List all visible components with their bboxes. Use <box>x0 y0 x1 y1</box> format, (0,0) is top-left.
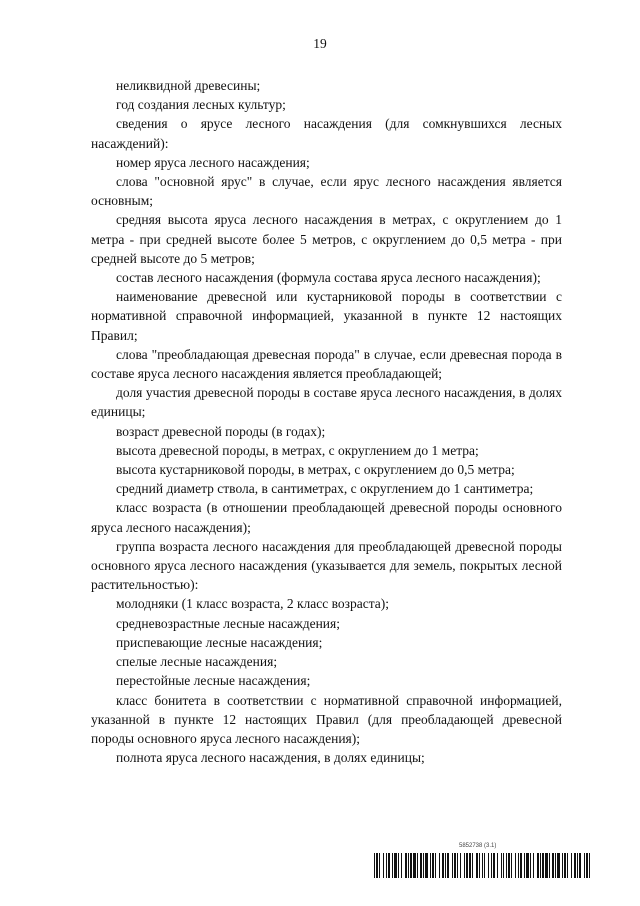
barcode-bar <box>388 853 390 878</box>
barcode-bar <box>545 853 548 878</box>
barcode-bar <box>425 853 428 878</box>
paragraph: средняя высота яруса лесного насаждения в метрах, с округлением до 1 метра - при средней высоте более 5 метров, с округлением до 0,5 метра - при средней высоте до 5 метров; <box>91 212 562 266</box>
paragraph: наименование древесной или кустарниковой породы в соответствии с нормативной справочной информацией, указанной в пункте 12 настоящих Правил; <box>91 289 562 343</box>
barcode-bar <box>423 853 424 878</box>
barcode-bar <box>383 853 384 878</box>
barcode-bar <box>501 853 502 878</box>
paragraph: номер яруса лесного насаждения; <box>116 154 310 170</box>
barcode-bar <box>552 853 554 878</box>
barcode-bar <box>497 853 498 878</box>
barcode-bar <box>493 853 495 878</box>
barcode-bar <box>571 853 572 878</box>
barcode-bar <box>405 853 407 878</box>
paragraph: неликвидной древесины; <box>116 78 261 93</box>
barcode-bar <box>524 853 525 878</box>
barcode-bar <box>413 853 416 878</box>
barcode-bar <box>408 853 409 878</box>
paragraph: возраст древесной породы (в годах); <box>116 423 326 439</box>
paragraph: спелые лесные насаждения; <box>116 654 278 670</box>
barcode-bar <box>376 853 378 878</box>
barcode-bar <box>379 853 380 878</box>
barcode-bar <box>401 853 402 878</box>
barcode-bar <box>549 853 550 878</box>
barcode-bar <box>488 853 489 878</box>
paragraph: высота кустарниковой породы, в метрах, с округлением до 0,5 метра; <box>116 462 515 478</box>
barcode-bar <box>520 853 522 878</box>
barcode-bar <box>508 853 510 878</box>
barcode-bar <box>466 853 468 878</box>
page-number: 19 <box>313 36 327 51</box>
barcode-bar <box>564 853 566 878</box>
barcode-bar <box>439 853 440 878</box>
barcode-bar <box>542 853 544 878</box>
document-body <box>91 76 562 767</box>
document-code: 5852738 (3.1) <box>459 843 497 849</box>
paragraph: сведения о ярусе лесного насаждения (для сомкнувшихся лесных насаждений): <box>91 116 562 151</box>
barcode-bar <box>506 853 507 878</box>
paragraph: доля участия древесной породы в составе яруса лесного насаждения, в долях единицы; <box>91 385 562 420</box>
barcode-bar <box>447 853 449 878</box>
barcode-bar <box>511 853 512 878</box>
paragraph: средний диаметр ствола, в сантиметрах, с округлением до 1 сантиметра; <box>116 481 534 497</box>
barcode-bar <box>472 853 473 878</box>
barcode-bar <box>589 853 590 878</box>
paragraph: молодняки (1 класс возраста, 2 класс возраста); <box>116 596 390 612</box>
paragraph: высота древесной породы, в метрах, с округлением до 1 метра; <box>116 442 479 458</box>
barcode-bar <box>417 853 418 878</box>
barcode-bar <box>398 853 399 878</box>
barcode-bar <box>464 853 465 878</box>
barcode-bar <box>537 853 539 878</box>
barcode-bar <box>579 853 581 878</box>
barcode-bar <box>515 853 516 878</box>
barcode-bar <box>476 853 478 878</box>
barcode-bar <box>562 853 563 878</box>
barcode-bar <box>584 853 585 878</box>
barcode-bar <box>394 853 397 878</box>
barcode-bar <box>479 853 480 878</box>
barcode-bar <box>452 853 453 878</box>
barcode-bar <box>454 853 456 878</box>
paragraph: полнота яруса лесного насаждения, в долях единицы; <box>116 750 425 766</box>
barcode-bar <box>442 853 444 878</box>
barcode-bar <box>530 853 531 878</box>
barcode-image <box>374 853 592 878</box>
barcode-bar <box>445 853 446 878</box>
barcode-bar <box>374 853 375 878</box>
paragraph: средневозрастные лесные насаждения; <box>116 615 340 631</box>
paragraph: класс возраста (в отношении преобладающей древесной породы основного яруса лесного насаждения); <box>91 500 562 535</box>
paragraph: класс бонитета в соответствии с нормативной справочной информацией, указанной в пункте 12 настоящих Правил (для преобладающей древесной породы основного яруса лесного насаждения); <box>91 692 562 746</box>
barcode-bar <box>526 853 529 878</box>
barcode-bar <box>557 853 560 878</box>
paragraph: приспевающие лесные насаждения; <box>116 634 323 650</box>
paragraph: перестойные лесные насаждения; <box>116 673 311 689</box>
barcode-bar <box>482 853 483 878</box>
barcode-bar <box>540 853 541 878</box>
barcode-bar <box>577 853 578 878</box>
barcode-bar <box>518 853 519 878</box>
barcode-bar <box>460 853 461 878</box>
barcode-bar <box>430 853 431 878</box>
barcode-bar <box>386 853 387 878</box>
paragraph: состав лесного насаждения (формула состава яруса лесного насаждения); <box>116 270 541 286</box>
barcode-bar <box>491 853 492 878</box>
barcode-bar <box>457 853 458 878</box>
paragraph: группа возраста лесного насаждения для преобладающей древесной породы основного яруса лесного насаждения (указывается для земель, покрытых лесной растительностью): <box>91 538 562 593</box>
paragraph: год создания лесных культур; <box>116 97 286 113</box>
barcode-bar <box>567 853 568 878</box>
barcode-bar <box>420 853 422 878</box>
barcode-bar <box>435 853 436 878</box>
barcode-bar <box>574 853 576 878</box>
barcode-bar <box>484 853 485 878</box>
barcode-bar <box>469 853 471 878</box>
barcode-bar <box>432 853 434 878</box>
barcode-bar <box>533 853 534 878</box>
barcode-bar <box>392 853 393 878</box>
paragraph: слова "основной ярус" в случае, если ярус лесного насаждения является основным; <box>91 174 562 209</box>
barcode-bar <box>503 853 504 878</box>
paragraph: слова "преобладающая древесная порода" в случае, если древесная порода в составе яруса лесного насаждения является преобладающей; <box>91 346 562 382</box>
barcode-bar <box>410 853 412 878</box>
barcode-bar <box>586 853 588 878</box>
barcode-bar <box>555 853 556 878</box>
